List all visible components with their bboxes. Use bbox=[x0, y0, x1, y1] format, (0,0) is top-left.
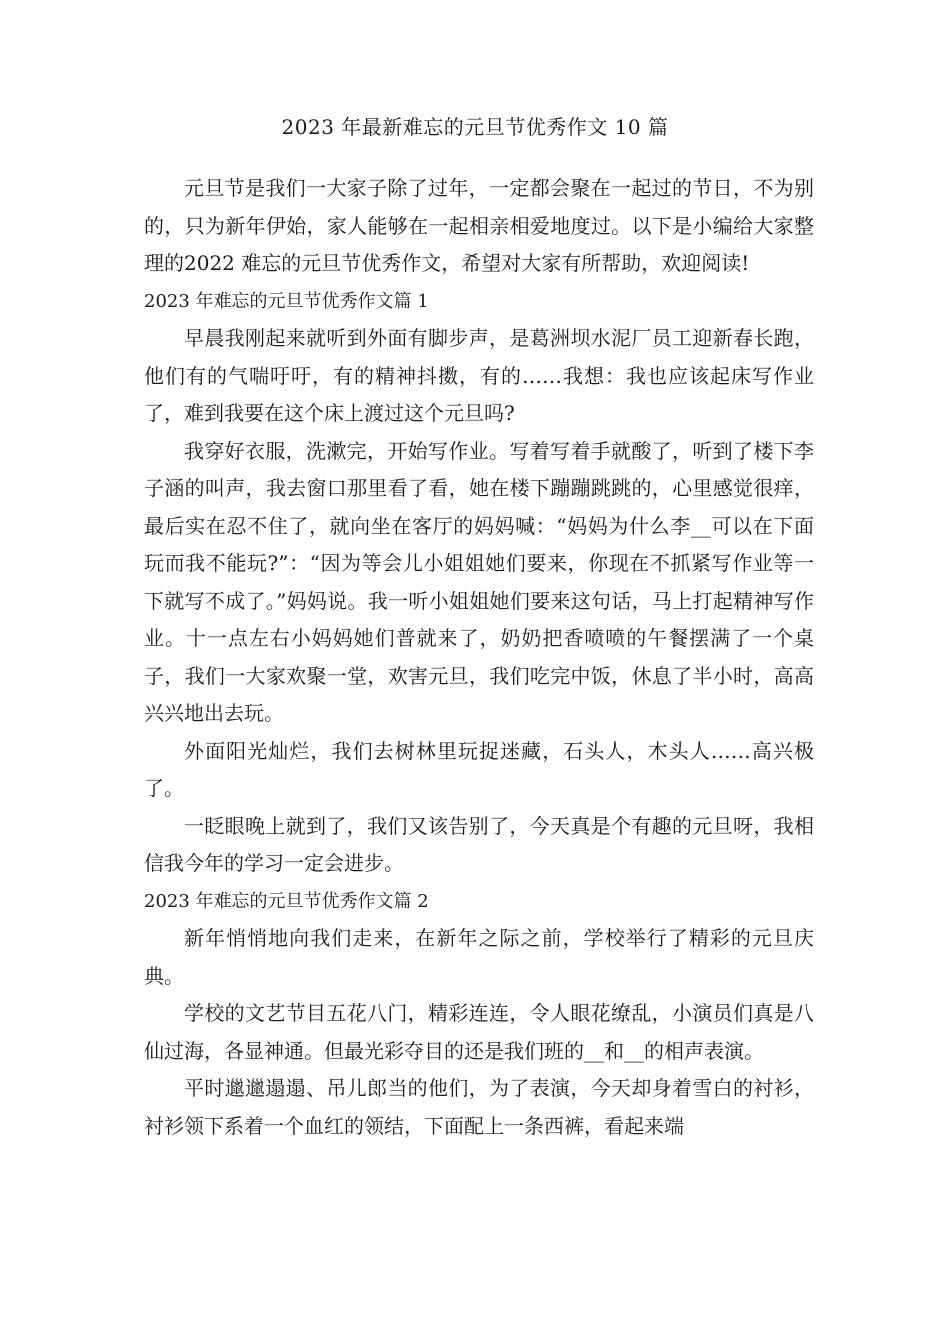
paragraph: 我穿好衣服，洗漱完，开始写作业。写着写着手就酸了，听到了楼下李子涵的叫声，我去窗口那里看了看，她在楼下蹦蹦跳跳的，心里感觉很痒，最后实在忍不住了，就向坐在客厅的妈妈喊：“妈妈为什么李__可以在下面玩而我不能玩?”：“因为等会儿小姐姐她们要来，你现在不抓紧写作业等一下就写不成了。”妈妈说。我一听小姐姐她们要来这句话，马上打起精神写作业。十一点左右小妈妈她们普就来了，奶奶把香喷喷的午餐摆满了一个桌子，我们一大家欢聚一堂，欢害元旦，我们吃完中饭，休息了半小时，高高兴兴地出去玩。 bbox=[144, 438, 814, 725]
paragraph: 平时邋邋遢遢、吊儿郎当的他们，为了表演，今天却身着雪白的衬衫，衬衫领下系着一个血红的领结，下面配上一条西裤，看起来端 bbox=[144, 1076, 814, 1138]
document-title: 2023 年最新难忘的元旦节优秀作文 10 篇 bbox=[281, 115, 669, 139]
paragraph: 新年悄悄地向我们走来，在新年之际之前，学校举行了精彩的元旦庆典。 bbox=[144, 926, 814, 988]
paragraph: 元旦节是我们一大家子除了过年，一定都会聚在一起过的节日，不为别的，只为新年伊始，家人能够在一起相亲相爱地度过。以下是小编给大家整理的2022 难忘的元旦节优秀作文，希望对大家有所帮助，欢迎阅读! bbox=[144, 176, 814, 275]
paragraph: 外面阳光灿烂，我们去树林里玩捉迷藏，石头人，木头人……高兴极了。 bbox=[144, 738, 814, 800]
paragraph: 一眨眼晚上就到了，我们又该告别了，今天真是个有趣的元旦呀，我相信我今年的学习一定会进步。 bbox=[144, 813, 814, 875]
paragraph: 学校的文艺节目五花八门，精彩连连，令人眼花缭乱，小演员们真是八仙过海，各显神通。但最光彩夺目的还是我们班的__和__的相声表演。 bbox=[144, 1001, 814, 1063]
paragraph: 早晨我刚起来就听到外面有脚步声，是葛洲坝水泥厂员工迎新春长跑，他们有的气喘吁吁，有的精神抖擞，有的……我想：我也应该起床写作业了，难到我要在这个床上渡过这个元旦吗? bbox=[144, 326, 814, 425]
section-heading: 2023 年难忘的元旦节优秀作文篇 1 bbox=[144, 290, 429, 312]
document-body bbox=[144, 170, 814, 1145]
section-heading: 2023 年难忘的元旦节优秀作文篇 2 bbox=[144, 890, 429, 912]
